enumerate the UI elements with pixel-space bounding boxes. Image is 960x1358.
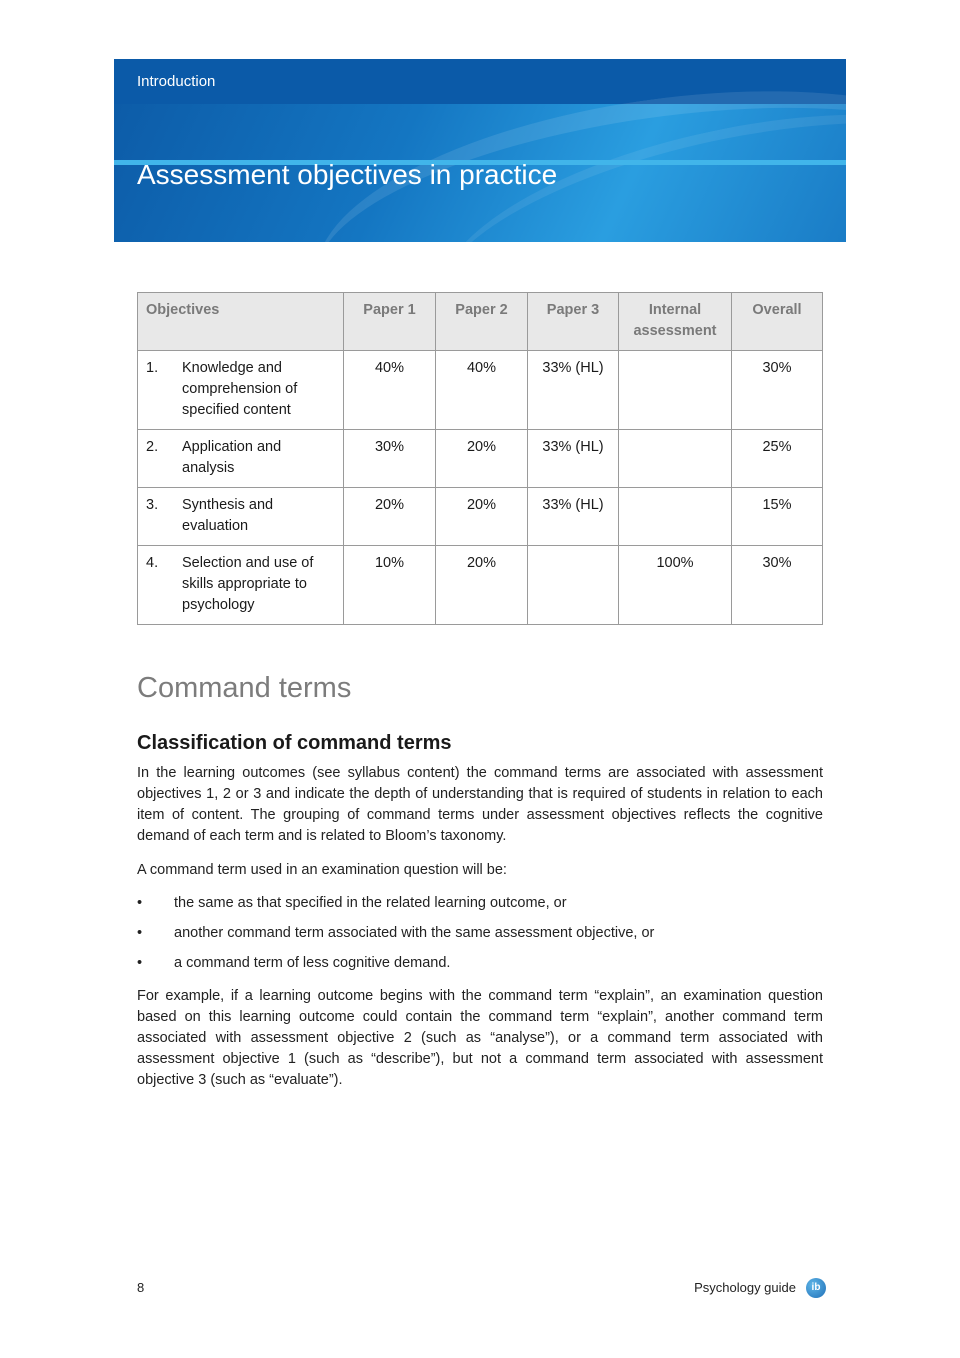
paper2-cell: 40% [436, 351, 528, 430]
body-paragraph: In the learning outcomes (see syllabus content) the command terms are associated with assessment objectives 1, 2 or 3 and indicate the depth of understanding that is required of students in relation to each item of content. The grouping of command terms under assessment objectives reflects the cognitive demand of each term and is related to Bloom’s taxonomy. [137, 765, 823, 844]
list-item-text: the same as that specified in the related learning outcome, or [174, 895, 567, 911]
paper2-cell: 20% [436, 488, 528, 546]
overall-cell: 30% [732, 351, 823, 430]
objective-number: 3. [146, 497, 159, 513]
section-label: Introduction [137, 73, 216, 90]
header-paper1: Paper 1 [344, 293, 436, 351]
guide-title: Psychology guide [694, 1280, 796, 1295]
overall-cell: 15% [732, 488, 823, 546]
body-paragraph: For example, if a learning outcome begins with the command term “explain”, an examination question based on this learning outcome could contain the command term “explain”, another command term associated with assessment objective 2 (such as “analyse”), or a command term associated with assessment objective 1 (such as “describe”), but not a command term associated with assessment objective 3 (such as “evaluate”). [137, 988, 823, 1088]
internal-cell [619, 488, 732, 546]
classification-subheading: Classification of command terms [137, 732, 452, 754]
internal-cell [619, 430, 732, 488]
paper3-cell [528, 546, 619, 625]
objective-number: 1. [146, 360, 159, 376]
objective-number: 2. [146, 439, 159, 455]
command-terms-heading: Command terms [137, 672, 352, 704]
bullet-icon: • [137, 895, 143, 911]
header-overall: Overall [732, 293, 823, 351]
assessment-objectives-table [137, 292, 823, 625]
paper2-cell: 20% [436, 546, 528, 625]
header-objectives: Objectives [138, 293, 344, 351]
paper2-cell: 20% [436, 430, 528, 488]
overall-cell: 25% [732, 430, 823, 488]
header-banner [114, 59, 846, 242]
header-paper2: Paper 2 [436, 293, 528, 351]
objective-text: Knowledge and comprehension of specified content [182, 360, 298, 418]
paper1-cell: 40% [344, 351, 436, 430]
objective-cell [138, 488, 344, 546]
table-row [138, 488, 823, 546]
page-number: 8 [137, 1280, 145, 1295]
table-row [138, 430, 823, 488]
table-row [138, 546, 823, 625]
paper1-cell: 20% [344, 488, 436, 546]
objective-text: Application and analysis [182, 439, 282, 476]
objective-text: Selection and use of skills appropriate to psychology [182, 555, 314, 613]
table-header-row [138, 293, 823, 351]
internal-cell [619, 351, 732, 430]
list-item-text: a command term of less cognitive demand. [174, 955, 451, 971]
header-paper3: Paper 3 [528, 293, 619, 351]
bullet-icon: • [137, 955, 143, 971]
paper1-cell: 30% [344, 430, 436, 488]
overall-cell: 30% [732, 546, 823, 625]
objective-cell [138, 351, 344, 430]
paper1-cell: 10% [344, 546, 436, 625]
header-internal-assessment: Internal assessment [619, 293, 732, 351]
internal-cell: 100% [619, 546, 732, 625]
page-title: Assessment objectives in practice [137, 159, 558, 190]
objective-number: 4. [146, 555, 159, 571]
paper3-cell: 33% (HL) [528, 488, 619, 546]
objective-cell [138, 430, 344, 488]
objective-cell [138, 546, 344, 625]
paper3-cell: 33% (HL) [528, 430, 619, 488]
body-paragraph: A command term used in an examination question will be: [137, 862, 507, 878]
paper3-cell: 33% (HL) [528, 351, 619, 430]
ib-logo-icon: ib [806, 1278, 826, 1298]
list-item-text: another command term associated with the same assessment objective, or [174, 925, 655, 941]
objective-text: Synthesis and evaluation [182, 497, 274, 534]
bullet-icon: • [137, 925, 143, 941]
table-row [138, 351, 823, 430]
